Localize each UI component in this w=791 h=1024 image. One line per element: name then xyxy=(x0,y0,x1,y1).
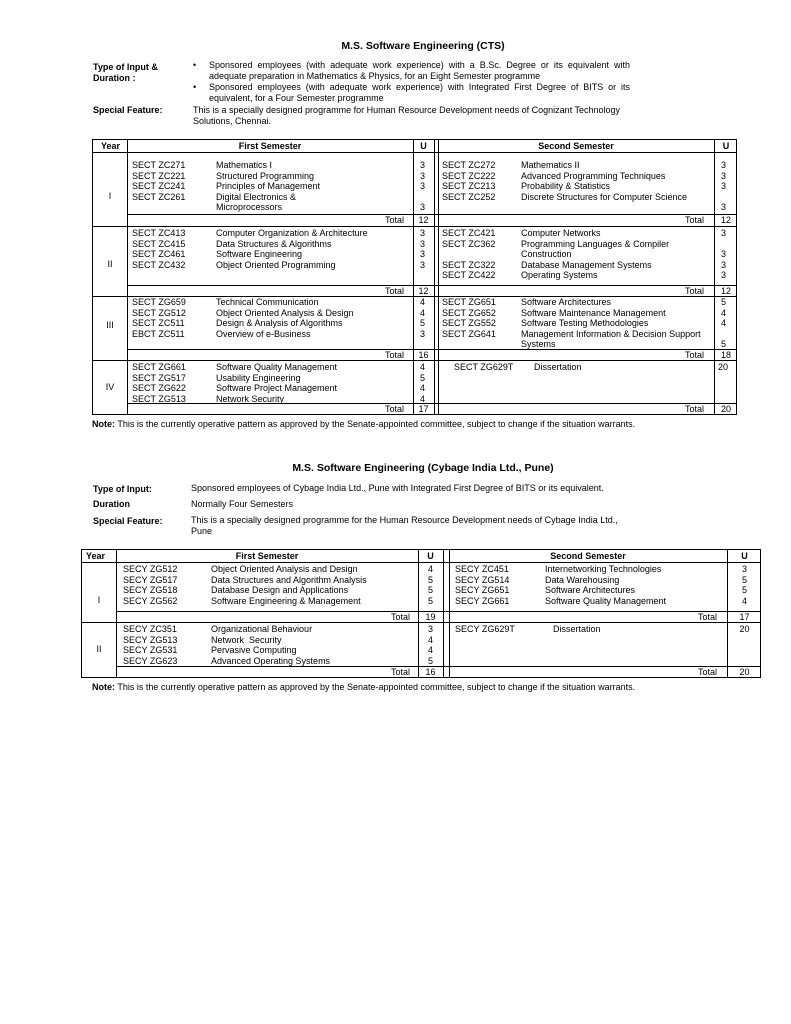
cts-y1-first-codes: SECT ZC271 SECT ZC221 SECT ZC241 SECT ZC261 xyxy=(132,160,186,202)
cybage-note xyxy=(92,682,635,692)
cybage-year-i: I xyxy=(97,595,101,605)
cts-y3-second-units: 5 4 4 5 xyxy=(721,297,727,349)
cts-y3-second-total: 18 xyxy=(720,350,731,360)
cybage-y1-first-total-label: Total xyxy=(391,612,411,622)
cybage-special-label: Special Feature: xyxy=(93,516,163,526)
cybage-header-second-semester: Second Semester xyxy=(550,551,626,561)
cts-y4-first-total-label: Total xyxy=(385,404,405,414)
cts-y1-second-codes: SECT ZC272 SECT ZC222 SECT ZC213 SECT ZC252 xyxy=(442,160,496,202)
cts-y2-first-total-label: Total xyxy=(385,286,405,296)
cts-header-first-semester: First Semester xyxy=(238,141,302,151)
cybage-y1-first-units: 4 5 5 5 xyxy=(427,564,433,606)
cts-y3-second-codes: SECT ZG651 SECT ZG652 SECT ZG552 SECT ZG641 xyxy=(442,297,496,339)
cts-y3-first-total-label: Total xyxy=(385,350,405,360)
cybage-y1-second-total: 17 xyxy=(739,612,750,622)
cybage-header-u: U xyxy=(427,551,434,561)
cts-y2-second-names: Computer Networks Programming Languages & Compiler Construction Database Management Systems Operating Systems xyxy=(521,228,670,280)
cts-y1-second-names: Mathematics II Advanced Programming Techniques Probability & Statistics Discrete Structures for Computer Science xyxy=(521,160,688,202)
cts-y4-second-total: 20 xyxy=(720,404,731,414)
cts-y1-first-names: Mathematics I Structured Programming Principles of Management Digital Electronics & Microprocessors xyxy=(216,160,321,212)
cts-y4-first-codes: SECT ZG661 SECT ZG517 SECT ZG622 SECT ZG513 xyxy=(132,362,186,404)
cts-course-table xyxy=(92,139,737,415)
cybage-y1-second-codes: SECY ZC451 SECY ZG514 SECY ZG651 SECY ZG661 xyxy=(455,564,510,606)
cybage-duration-text: Normally Four Semesters xyxy=(191,499,294,509)
cybage-y2-second-total: 20 xyxy=(739,667,750,677)
cts-y1-second-total-label: Total xyxy=(685,215,705,225)
cybage-special-text: This is a specially designed programme for the Human Resource Development needs of Cybage India Ltd., Pune xyxy=(191,515,618,536)
cts-header-second-semester: Second Semester xyxy=(538,141,614,151)
cts-y4-second-codes: SECT ZG629T xyxy=(454,362,514,372)
cybage-type-label: Type of Input: xyxy=(93,484,152,494)
cts-y1-first-total: 12 xyxy=(418,215,429,225)
cts-y2-second-units: 3 3 3 3 xyxy=(721,228,727,280)
cybage-note-text: This is the currently operative pattern as approved by the Senate-appointed committee, subject to change if the situation warrants. xyxy=(115,682,636,692)
cts-y2-second-total-label: Total xyxy=(685,286,705,296)
cybage-y1-second-units: 3 5 5 4 xyxy=(741,564,747,606)
cts-y2-first-codes: SECT ZC413 SECT ZC415 SECT ZC461 SECT ZC432 xyxy=(132,228,186,270)
cts-title: M.S. Software Engineering (CTS) xyxy=(341,40,505,52)
cybage-y1-first-codes: SECY ZG512 SECY ZG517 SECY ZG518 SECY ZG562 xyxy=(123,564,178,606)
cts-note xyxy=(92,419,635,429)
cybage-y1-first-names: Object Oriented Analysis and Design Data Structures and Algorithm Analysis Database Design and Applications Software Engineering & Management xyxy=(211,564,367,606)
cts-header-year: Year xyxy=(101,141,121,151)
cybage-header-u-2: U xyxy=(741,551,748,561)
cts-y4-first-units: 4 5 4 4 xyxy=(420,362,426,404)
cts-y4-second-units: 20 xyxy=(718,362,729,372)
cts-y3-first-names: Technical Communication Object Oriented Analysis & Design Design & Analysis of Algorithms Overview of e-Business xyxy=(216,297,354,339)
cts-year-iii: III xyxy=(106,320,114,330)
cts-header-u-2: U xyxy=(722,141,730,151)
cts-note-text: This is the currently operative pattern as approved by the Senate-appointed committee, subject to change if the situation warrants. xyxy=(115,419,636,429)
cts-header-u: U xyxy=(420,141,427,151)
cybage-title: M.S. Software Engineering (Cybage India Ltd., Pune) xyxy=(292,462,554,474)
cts-year-ii: II xyxy=(107,259,113,269)
cts-y3-first-codes: SECT ZG659 SECT ZG512 SECT ZC511 EBCT ZC511 xyxy=(132,297,186,339)
cts-y2-first-units: 3 3 3 3 xyxy=(420,228,426,270)
cts-note-label: Note: xyxy=(92,419,115,429)
cts-y3-second-names: Software Architectures Software Maintenance Management Software Testing Methodologies Management Information & Decision Support Systems xyxy=(521,297,701,349)
cts-year-i: I xyxy=(108,191,112,201)
cts-y2-second-total: 12 xyxy=(720,286,731,296)
cts-y3-first-total: 16 xyxy=(418,350,429,360)
cts-y4-first-total: 17 xyxy=(418,404,429,414)
cts-y1-first-units: 3 3 3 3 xyxy=(420,160,426,212)
cts-type-label: Type of Input & Duration : xyxy=(93,62,158,83)
cybage-y2-first-total: 16 xyxy=(425,667,436,677)
cybage-y2-first-total-label: Total xyxy=(391,667,411,677)
cts-y4-first-names: Software Quality Management Usability Engineering Software Project Management Network Security xyxy=(216,362,338,404)
cybage-y2-second-units: 20 xyxy=(739,624,750,634)
cybage-y1-second-total-label: Total xyxy=(698,612,718,622)
cybage-y1-first-total: 19 xyxy=(425,612,436,622)
cybage-y2-first-codes: SECY ZC351 SECY ZG513 SECY ZG531 SECY ZG623 xyxy=(123,624,178,666)
cts-y4-second-names: Dissertation xyxy=(534,362,582,372)
cts-y2-second-codes: SECT ZC421 SECT ZC362 SECT ZC322 SECT ZC422 xyxy=(442,228,496,280)
cybage-course-table xyxy=(81,549,761,678)
cybage-y1-second-names: Internetworking Technologies Data Warehousing Software Architectures Software Quality Management xyxy=(545,564,667,606)
cts-special-label: Special Feature: xyxy=(93,105,163,115)
cts-year-iv: IV xyxy=(105,382,115,392)
cybage-y2-second-total-label: Total xyxy=(698,667,718,677)
cts-y1-second-total: 12 xyxy=(720,215,731,225)
cybage-note-label: Note: xyxy=(92,682,115,692)
cybage-y2-second-codes: SECY ZG629T xyxy=(455,624,515,634)
cts-y1-second-units: 3 3 3 3 xyxy=(721,160,727,212)
cts-y2-first-names: Computer Organization & Architecture Data Structures & Algorithms Software Engineering Object Oriented Programming xyxy=(216,228,368,270)
cts-type-bullet-2: • Sponsored employees (with adequate work experience) with Integrated First Degree of BITS or its equivalent, for a Four Semester programme xyxy=(209,82,630,104)
cybage-duration-label: Duration xyxy=(93,499,130,509)
cybage-y2-first-units: 3 4 4 5 xyxy=(427,624,433,666)
cts-special-text: This is a specially designed programme for Human Resource Development needs of Cognizant Technology Solutions, Chennai. xyxy=(193,105,621,126)
cybage-y2-second-names: Dissertation xyxy=(553,624,601,634)
cybage-header-first-semester: First Semester xyxy=(235,551,299,561)
cts-type-bullet-1: • Sponsored employees (with adequate work experience) with a B.Sc. Degree or its equivalent with adequate preparation in Mathematics & Physics, for an Eight Semester programme xyxy=(209,60,630,82)
cts-y4-second-total-label: Total xyxy=(685,404,705,414)
cybage-header-year: Year xyxy=(86,551,106,561)
cybage-type-text: Sponsored employees of Cybage India Ltd., Pune with Integrated First Degree of BITS or its equivalent. xyxy=(191,483,604,493)
cybage-y2-first-names: Organizational Behaviour Network Security Pervasive Computing Advanced Operating Systems xyxy=(211,624,331,666)
cts-y2-first-total: 12 xyxy=(418,286,429,296)
cts-y3-first-units: 4 4 5 3 xyxy=(420,297,426,339)
cts-y3-second-total-label: Total xyxy=(685,350,705,360)
cybage-year-ii: II xyxy=(96,644,102,654)
cts-y1-first-total-label: Total xyxy=(385,215,405,225)
cts-type-bullets xyxy=(193,60,630,104)
